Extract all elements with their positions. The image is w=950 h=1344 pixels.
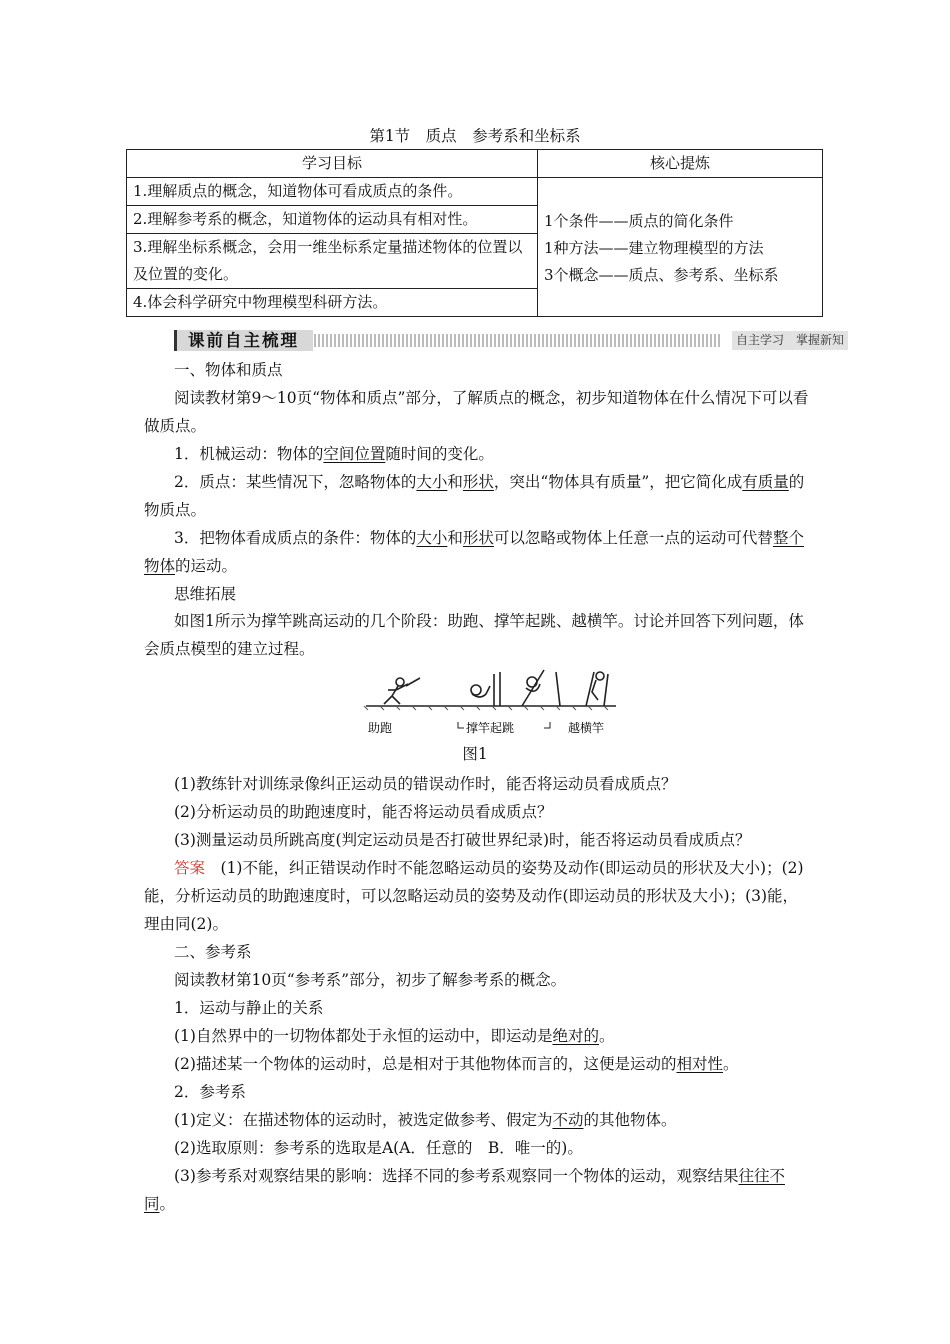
goal-1: 1.理解质点的概念，知道物体可看成质点的条件。 <box>127 178 538 206</box>
core-cell <box>538 178 823 317</box>
question-3: (3)测量运动员所跳高度(判定运动员是否打破世界纪录)时，能否将运动员看成质点？ <box>174 831 751 849</box>
section1-heading: 一、物体和质点 <box>174 361 283 379</box>
question-2: (2)分析运动员的助跑速度时，能否将运动员看成质点？ <box>174 803 553 821</box>
goal-4: 4.体会科学研究中物理模型科研方法。 <box>127 289 538 317</box>
core-3: 3个概念——质点、参考系、坐标系 <box>544 265 779 284</box>
core-1: 1个条件——质点的简化条件 <box>544 211 734 230</box>
runner-icon <box>384 678 420 704</box>
answer-label: 答案 <box>174 859 206 877</box>
question-1: (1)教练针对训练录像纠正运动员的错误动作时，能否将运动员看成质点？ <box>174 775 677 793</box>
section2-heading: 二、参考系 <box>174 943 252 961</box>
goal-3: 3.理解坐标系概念，会用一维坐标系定量描述物体的位置以及位置的变化。 <box>127 234 538 289</box>
vaulter-rising-icon <box>522 670 560 706</box>
item-a2: (2)描述某一个物体的运动时，总是相对于其他物体而言的，这便是运动的相对性。 <box>174 1055 739 1073</box>
goal-2: 2.理解参考系的概念，知道物体的运动具有相对性。 <box>127 206 538 234</box>
bar-clear-icon <box>586 672 608 706</box>
subheading-2: 2．参考系 <box>174 1083 246 1101</box>
para-1: 1．机械运动：物体的空间位置随时间的变化。 <box>174 445 494 463</box>
item-b2: (2)选取原则：参考系的选取是A(A．任意的 B．唯一的)。 <box>174 1139 583 1157</box>
table-header-goals: 学习目标 <box>127 150 538 178</box>
section2-intro: 阅读教材第10页“参考系”部分，初步了解参考系的概念。 <box>174 971 567 989</box>
banner-stripe <box>314 334 720 347</box>
goals-table <box>126 149 823 317</box>
page-title: 第1节 质点 参考系和坐标系 <box>369 127 581 145</box>
para-3: 3．把物体看成质点的条件：物体的大小和形状可以忽略或物体上任意一点的运动可代替整个物体的运动。 <box>144 529 804 575</box>
think-text: 如图1所示为撑竿跳高运动的几个阶段：助跑、撑竿起跳、越横竿。讨论并回答下列问题，体会质点模型的建立过程。 <box>144 612 804 658</box>
section1-intro: 阅读教材第9～10页“物体和质点”部分，了解质点的概念，初步知道物体在什么情况下可以看做质点。 <box>144 389 809 435</box>
section-banner <box>174 330 848 352</box>
pole-vault-illustration <box>360 666 620 752</box>
answer: 答案 (1)不能，纠正错误动作时不能忽略运动员的姿势及动作(即运动员的形状及大小)；(2)能，分析运动员的助跑速度时，可以忽略运动员的姿势及动作(即运动员的形状及大小)；(3)能，理由同(2)。 <box>144 859 804 933</box>
think-heading: 思维拓展 <box>174 585 237 603</box>
table-header-core: 核心提炼 <box>538 150 823 178</box>
figure-1 <box>360 666 620 752</box>
subheading-1: 1．运动与静止的关系 <box>174 999 324 1017</box>
item-b3: (3)参考系对观察结果的影响：选择不同的参考系观察同一个物体的运动，观察结果往往不同。 <box>144 1167 785 1213</box>
item-b1: (1)定义：在描述物体的运动时，被选定做参考、假定为不动的其他物体。 <box>174 1111 677 1129</box>
label-crossbar: 越横竿 <box>568 721 605 735</box>
label-takeoff: 撑竿起跳 <box>466 721 515 735</box>
figure-caption: 图1 <box>462 745 488 763</box>
vaulter-icon <box>471 672 500 706</box>
banner-right-text: 自主学习 掌握新知 <box>732 331 848 350</box>
para-2: 2．质点：某些情况下，忽略物体的大小和形状，突出“物体具有质量”，把它简化成有质量的物质点。 <box>144 473 805 519</box>
banner-title: 课前自主梳理 <box>188 331 299 350</box>
label-run: 助跑 <box>368 721 393 735</box>
item-a1: (1)自然界中的一切物体都处于永恒的运动中，即运动是绝对的。 <box>174 1027 615 1045</box>
core-2: 1种方法——建立物理模型的方法 <box>544 238 764 257</box>
